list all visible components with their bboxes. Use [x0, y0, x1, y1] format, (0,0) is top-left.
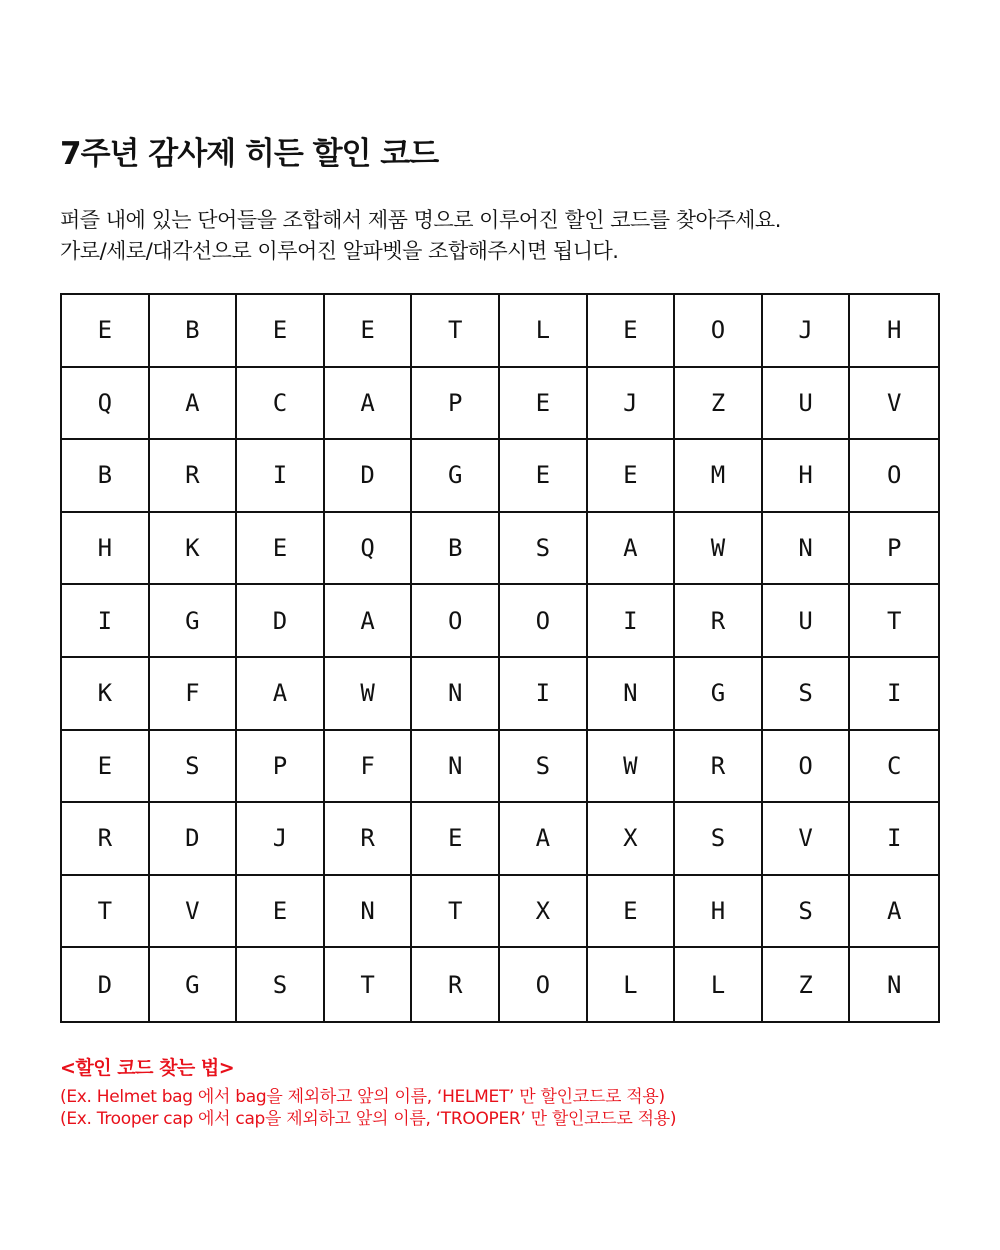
grid-cell: E: [500, 368, 588, 441]
grid-cell: Q: [62, 368, 150, 441]
grid-cell: E: [237, 513, 325, 586]
grid-cell: R: [675, 731, 763, 804]
grid-cell: M: [675, 440, 763, 513]
grid-cell: F: [325, 731, 413, 804]
grid-cell: F: [150, 658, 238, 731]
grid-cell: G: [150, 585, 238, 658]
grid-cell: H: [62, 513, 150, 586]
grid-cell: N: [588, 658, 676, 731]
grid-cell: G: [150, 948, 238, 1021]
grid-cell: N: [886, 970, 902, 999]
grid-cell: O: [675, 295, 763, 368]
grid-cell: L: [675, 948, 763, 1021]
grid-cell: V: [763, 803, 851, 876]
grid-cell: D: [237, 585, 325, 658]
grid-cell: Z: [763, 948, 851, 1021]
grid-cell: S: [763, 876, 851, 949]
grid-cell: H: [675, 876, 763, 949]
grid-cell: W: [325, 658, 413, 731]
grid-cell: I: [850, 803, 938, 876]
grid-cell: L: [500, 295, 588, 368]
grid-cell: Q: [325, 513, 413, 586]
howto-heading: <할인 코드 찾는 법>: [60, 1057, 235, 1079]
grid-cell: A: [325, 585, 413, 658]
grid-cell: E: [62, 295, 150, 368]
grid-cell: K: [62, 658, 150, 731]
word-search-grid: [60, 293, 940, 1023]
grid-cell: O: [500, 948, 588, 1021]
grid-cell: K: [150, 513, 238, 586]
grid-cell: B: [150, 295, 238, 368]
grid-cell: H: [763, 440, 851, 513]
grid-cell: G: [675, 658, 763, 731]
grid-cell: A: [150, 368, 238, 441]
grid-cell: X: [588, 803, 676, 876]
grid-cell: O: [763, 731, 851, 804]
grid-cell: N: [412, 731, 500, 804]
grid-cell: R: [675, 585, 763, 658]
grid-cell: I: [850, 658, 938, 731]
grid-cell: S: [500, 731, 588, 804]
grid-cell: V: [150, 876, 238, 949]
grid-cell: S: [675, 803, 763, 876]
grid-cell: L: [588, 948, 676, 1021]
grid-cell: E: [62, 731, 150, 804]
howto-example-line: (Ex. Trooper cap 에서 cap을 제외하고 앞의 이름, ‘TROOPER’ 만 할인코드로 적용): [60, 1109, 677, 1129]
grid-cell: E: [237, 295, 325, 368]
grid-cell: A: [850, 876, 938, 949]
grid-cell: R: [412, 948, 500, 1021]
grid-cell: S: [237, 948, 325, 1021]
grid-cell: E: [325, 295, 413, 368]
grid-cell: E: [412, 803, 500, 876]
grid-cell: I: [237, 440, 325, 513]
grid-cell: W: [588, 731, 676, 804]
grid-cell: N: [412, 658, 500, 731]
instructions: [60, 205, 781, 267]
grid-cell: J: [237, 803, 325, 876]
page-title: 7주년 감사제 히든 할인 코드: [60, 136, 439, 172]
grid-cell: D: [150, 803, 238, 876]
grid-cell: R: [62, 803, 150, 876]
grid-cell: A: [588, 513, 676, 586]
grid-cell: I: [62, 585, 150, 658]
grid-cell: X: [500, 876, 588, 949]
grid-cell: J: [763, 295, 851, 368]
grid-cell: S: [500, 513, 588, 586]
instruction-line: 퍼즐 내에 있는 단어들을 조합해서 제품 명으로 이루어진 할인 코드를 찾아주세요.: [60, 208, 781, 232]
grid-cell: E: [588, 876, 676, 949]
grid-cell: B: [412, 513, 500, 586]
howto-example-line: (Ex. Helmet bag 에서 bag을 제외하고 앞의 이름, ‘HELMET’ 만 할인코드로 적용): [60, 1087, 665, 1107]
grid-cell: A: [325, 368, 413, 441]
grid-cell: R: [325, 803, 413, 876]
grid-cell: E: [500, 440, 588, 513]
grid-cell: G: [412, 440, 500, 513]
grid-cell: Z: [675, 368, 763, 441]
grid-cell: S: [763, 658, 851, 731]
grid-cell: E: [588, 440, 676, 513]
grid-cell: E: [237, 876, 325, 949]
instruction-line: 가로/세로/대각선으로 이루어진 알파벳을 조합해주시면 됩니다.: [60, 239, 619, 263]
grid-cell: T: [412, 295, 500, 368]
grid-cell: J: [588, 368, 676, 441]
grid-cell: N: [325, 876, 413, 949]
grid-cell: A: [500, 803, 588, 876]
grid-cell: V: [850, 368, 938, 441]
grid-cell: T: [412, 876, 500, 949]
grid-cell: O: [850, 440, 938, 513]
grid-cell: B: [62, 440, 150, 513]
grid-cell: C: [850, 731, 938, 804]
grid-cell: N: [763, 513, 851, 586]
grid-cell: O: [500, 585, 588, 658]
grid-cell: W: [675, 513, 763, 586]
grid-cell: I: [588, 585, 676, 658]
grid-cell: C: [237, 368, 325, 441]
grid-cell: U: [763, 368, 851, 441]
grid-cell: R: [150, 440, 238, 513]
grid-cell: E: [588, 295, 676, 368]
grid-cell: D: [325, 440, 413, 513]
grid-cell: D: [62, 948, 150, 1021]
grid-cell: I: [500, 658, 588, 731]
grid-cell: T: [325, 948, 413, 1021]
grid-cell: H: [850, 295, 938, 368]
grid-cell: P: [237, 731, 325, 804]
grid-cell: P: [850, 513, 938, 586]
grid-cell: P: [412, 368, 500, 441]
grid-cell: T: [850, 585, 938, 658]
grid-cell: A: [237, 658, 325, 731]
grid-cell: T: [62, 876, 150, 949]
howto-section: [60, 1053, 676, 1130]
grid-cell: O: [412, 585, 500, 658]
grid-cell: S: [150, 731, 238, 804]
grid-cell: U: [763, 585, 851, 658]
